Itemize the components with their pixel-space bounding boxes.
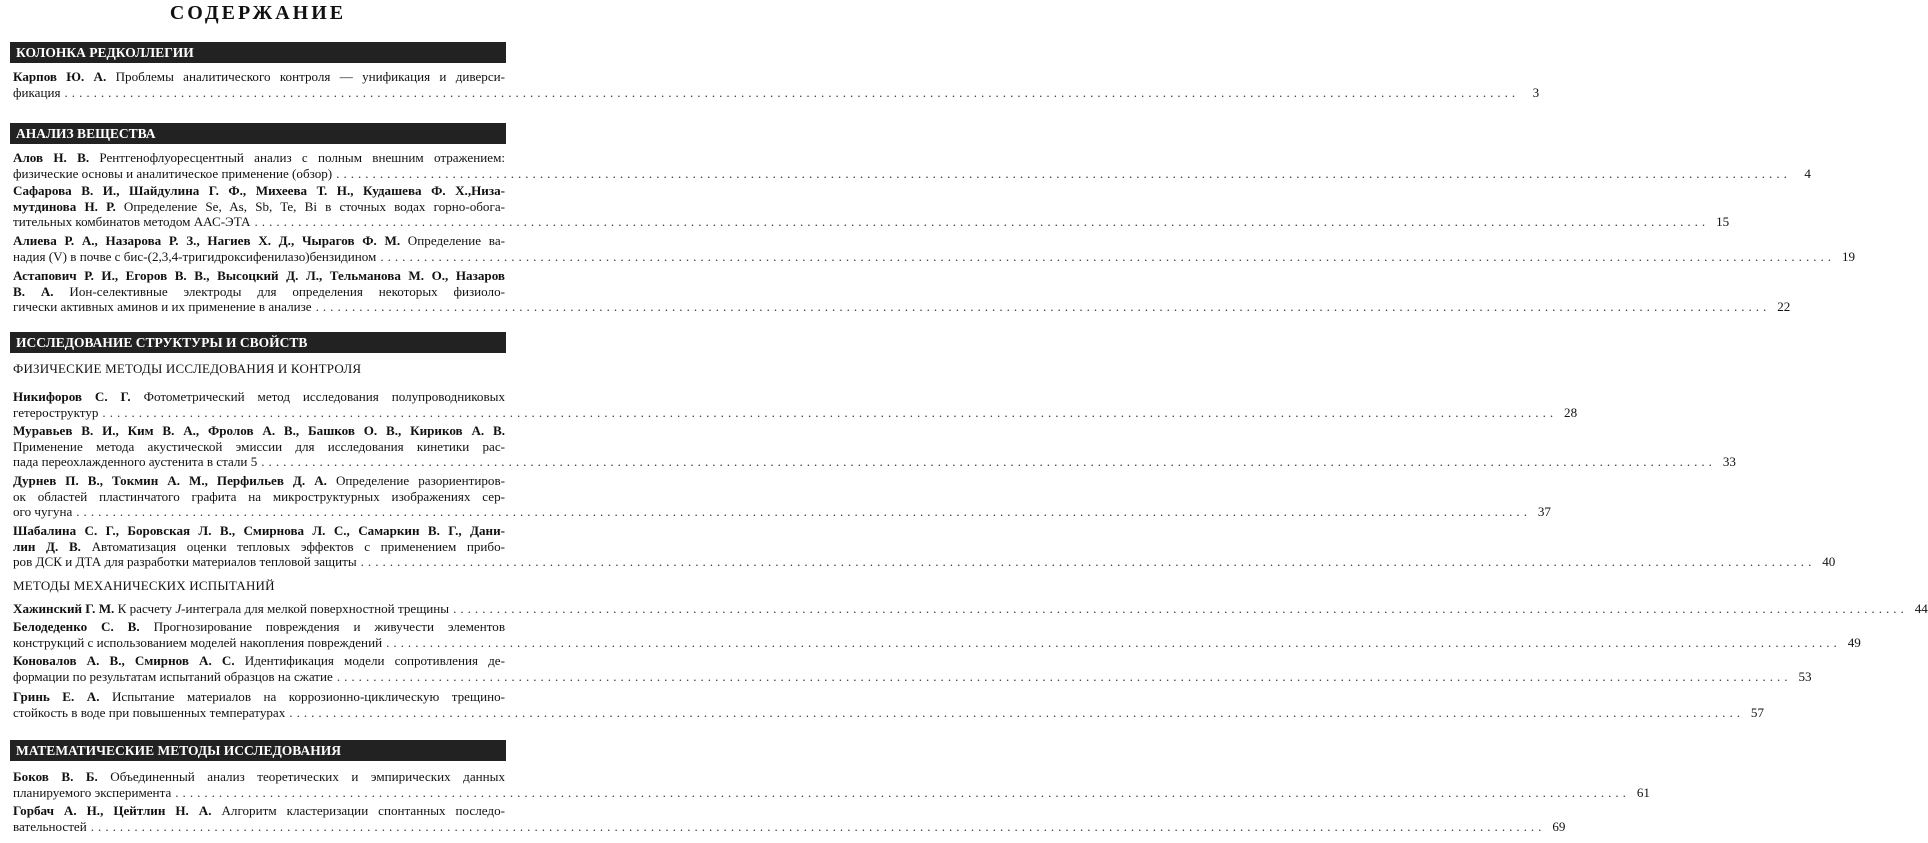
entry-title-text: Фотометрический метод исследования полупроводниковых bbox=[130, 389, 505, 404]
entry-title-text: Объединенный анализ теоретических и эмпирических данных bbox=[97, 769, 505, 784]
toc-entry-line bbox=[13, 248, 1856, 265]
toc-entry-line bbox=[13, 284, 505, 300]
entry-authors: Коновалов А. В., Смирнов А. С. bbox=[13, 653, 235, 668]
entry-title-text: гически активных аминов и их применение в анализе bbox=[13, 299, 312, 315]
subsection-heading: МЕТОДЫ МЕХАНИЧЕСКИХ ИСПЫТАНИЙ bbox=[13, 578, 275, 593]
toc-entry[interactable] bbox=[13, 389, 1578, 420]
toc-entry[interactable] bbox=[13, 803, 1566, 834]
toc-entry-line bbox=[13, 233, 505, 249]
section-heading: ИССЛЕДОВАНИЕ СТРУКТУРЫ И СВОЙСТВ bbox=[10, 332, 506, 353]
toc-entry-text bbox=[13, 705, 285, 721]
page-number: 61 bbox=[1636, 784, 1650, 800]
entry-title-text: пада переохлажденного аустенита в стали 5 bbox=[13, 454, 258, 470]
page-number: 3 bbox=[1532, 84, 1540, 100]
page-number: 4 bbox=[1804, 165, 1811, 181]
entry-title-text: ого чугуна bbox=[13, 504, 73, 520]
toc-entry-line bbox=[13, 84, 1540, 101]
toc-entry-text bbox=[13, 454, 257, 470]
entry-authors: Сафарова В. И., Шайдулина Г. Ф., Михеева Т. Н., Кудашева Ф. Х.,Низа- bbox=[13, 183, 505, 198]
leader-dots: ........................................................................................................................................................................................................ bbox=[175, 784, 1630, 800]
entry-title-text: ок областей пластинчатого графита на микроструктурных изображениях сер- bbox=[13, 488, 505, 504]
toc-entry-line bbox=[13, 784, 1650, 801]
toc-entry-text bbox=[13, 85, 61, 101]
section-heading: МАТЕМАТИЧЕСКИЕ МЕТОДЫ ИССЛЕДОВАНИЯ bbox=[10, 740, 506, 761]
toc-entry-text bbox=[13, 405, 98, 421]
toc-entry-line bbox=[13, 183, 505, 199]
page-number: 22 bbox=[1777, 299, 1791, 315]
entry-title-text: Определение разориентиров- bbox=[326, 473, 505, 488]
toc-entry-line bbox=[13, 504, 1551, 520]
toc-entry-line bbox=[13, 165, 1811, 182]
toc-entry[interactable] bbox=[13, 69, 1540, 100]
toc-entry-text bbox=[13, 249, 376, 265]
toc-entry[interactable] bbox=[13, 423, 1736, 470]
toc-entry-text bbox=[13, 299, 312, 315]
entry-authors: Дурнев П. В., Токмин А. М., Перфильев Д. А. bbox=[13, 473, 327, 488]
entry-title-text: формации по результатам испытаний образцов на сжатие bbox=[13, 668, 333, 684]
toc-entry-line bbox=[13, 523, 505, 539]
entry-title-text: конструкций с использованием моделей накопления повреждений bbox=[13, 634, 383, 650]
entry-authors: Боков В. Б. bbox=[13, 769, 98, 784]
leader-dots: ........................................................................................................................................................................................................ bbox=[386, 634, 1841, 650]
page-number: 57 bbox=[1750, 704, 1764, 720]
toc-entry-text bbox=[13, 214, 251, 230]
toc-entry[interactable] bbox=[13, 601, 1928, 617]
leader-dots: ........................................................................................................................................................................................................ bbox=[453, 601, 1908, 616]
leader-dots: ........................................................................................................................................................................................................ bbox=[254, 214, 1710, 230]
toc-entry[interactable] bbox=[13, 619, 1861, 650]
leader-dots: ........................................................................................................................................................................................................ bbox=[315, 299, 1771, 315]
toc-entry-line bbox=[13, 214, 1730, 230]
leader-dots: ........................................................................................................................................................................................................ bbox=[336, 165, 1791, 181]
entry-authors: мутдинова Н. Р. bbox=[13, 198, 116, 214]
toc-entry-text bbox=[13, 669, 333, 685]
entry-italic-symbol: J bbox=[175, 601, 182, 616]
toc-entry-text bbox=[13, 166, 332, 182]
toc-entry-line bbox=[13, 473, 505, 489]
toc-entry-text bbox=[13, 785, 171, 801]
entry-authors: Алиева Р. А., Назарова Р. З., Нагиев Х. Д., Чырагов Ф. М. bbox=[13, 233, 401, 248]
entry-title-text: Испытание материалов на коррозионно-циклическую трещино- bbox=[99, 689, 505, 704]
entry-title-text: Определение ва- bbox=[400, 233, 505, 248]
toc-entry-line bbox=[13, 389, 505, 405]
toc-entry-line bbox=[13, 704, 1764, 721]
entry-authors: Карпов Ю. А. bbox=[13, 69, 107, 84]
toc-entry[interactable] bbox=[13, 523, 1836, 570]
toc-entry[interactable] bbox=[13, 233, 1856, 264]
toc-entry-line bbox=[13, 689, 505, 705]
subsection-heading: ФИЗИЧЕСКИЕ МЕТОДЫ ИССЛЕДОВАНИЯ И КОНТРОЛЯ bbox=[13, 361, 362, 376]
entry-title-text: стойкость в воде при повышенных температурах bbox=[13, 704, 286, 720]
toc-entry[interactable] bbox=[13, 689, 1764, 720]
entry-authors: Шабалина С. Г., Боровская Л. В., Смирнова Л. С., Самаркин В. Г., Дани- bbox=[13, 523, 505, 538]
entry-authors: лин Д. В. bbox=[13, 538, 81, 554]
entry-title-text: ров ДСК и ДТА для разработки материалов тепловой защиты bbox=[13, 554, 357, 570]
entry-title-text: К расчету bbox=[114, 601, 176, 616]
toc-entry-line bbox=[13, 150, 505, 166]
page-number: 37 bbox=[1537, 504, 1551, 520]
toc-entry-line bbox=[13, 634, 1861, 651]
entry-title-text: гетероструктур bbox=[13, 404, 99, 420]
entry-title-text: Прогнозирование повреждения и живучести элементов bbox=[139, 619, 505, 634]
page-number: 33 bbox=[1722, 454, 1736, 470]
page-number: 15 bbox=[1716, 214, 1730, 230]
entry-title-text: Алгоритм кластеризации спонтанных последо- bbox=[211, 803, 505, 818]
entry-title-text: -интеграла для мелкой поверхностной трещины bbox=[181, 601, 450, 616]
toc-entry[interactable] bbox=[13, 150, 1811, 181]
toc-entry[interactable] bbox=[13, 183, 1730, 230]
page-number: 19 bbox=[1841, 248, 1856, 264]
toc-entry[interactable] bbox=[13, 769, 1650, 800]
entry-title-text: планируемого эксперимента bbox=[13, 784, 172, 800]
page-number: 28 bbox=[1564, 404, 1578, 420]
toc-entry[interactable] bbox=[13, 473, 1551, 520]
leader-dots: ........................................................................................................................................................................................................ bbox=[76, 504, 1531, 520]
leader-dots: ........................................................................................................................................................................................................ bbox=[102, 404, 1558, 420]
toc-entry-line bbox=[13, 489, 505, 505]
entry-title-text: физические основы и аналитическое применение (обзор) bbox=[13, 165, 333, 181]
entry-authors: Муравьев В. И., Ким В. А., Фролов А. В., Башков О. В., Кириков А. В. bbox=[13, 423, 505, 438]
entry-title-text: тительных комбинатов методом ААС-ЭТА bbox=[13, 214, 251, 230]
section-heading: КОЛОНКА РЕДКОЛЛЕГИИ bbox=[10, 42, 506, 63]
entry-authors: Никифоров С. Г. bbox=[13, 389, 131, 404]
page-title: СОДЕРЖАНИЕ bbox=[169, 2, 347, 24]
toc-entry-line bbox=[13, 439, 505, 455]
leader-dots: ........................................................................................................................................................................................................ bbox=[380, 248, 1836, 264]
toc-entry-line bbox=[13, 769, 505, 785]
toc-entry-line bbox=[13, 423, 505, 439]
entry-authors: Белодеденко С. В. bbox=[13, 619, 140, 634]
toc-entry-line bbox=[13, 299, 1791, 315]
toc-entry-line bbox=[13, 818, 1566, 835]
toc-entry-line bbox=[13, 601, 1928, 617]
entry-authors: Астапович Р. И., Егоров В. В., Высоцкий Д. Л., Тельманова М. О., Назаров bbox=[13, 268, 505, 283]
entry-authors: Горбач А. Н., Цейтлин Н. А. bbox=[13, 803, 212, 818]
entry-title-text: Проблемы аналитического контроля — унификация и диверси- bbox=[106, 69, 506, 84]
toc-entry[interactable] bbox=[13, 653, 1812, 684]
toc-entry-line bbox=[13, 268, 505, 284]
page-number: 44 bbox=[1914, 601, 1928, 616]
leader-dots: ........................................................................................................................................................................................................ bbox=[360, 554, 1816, 570]
entry-title-text: Определение Se, As, Sb, Te, Bi в сточных водах горно-обога- bbox=[115, 198, 505, 214]
leader-dots: ........................................................................................................................................................................................................ bbox=[64, 84, 1520, 100]
toc-entry-line bbox=[13, 69, 505, 85]
page-number: 40 bbox=[1822, 554, 1836, 570]
toc-entry-line bbox=[13, 653, 505, 669]
leader-dots: ........................................................................................................................................................................................................ bbox=[90, 818, 1546, 834]
entry-title-text: Идентификация модели сопротивления де- bbox=[234, 653, 505, 668]
toc-entry-line bbox=[13, 803, 505, 819]
entry-authors: Гринь Е. А. bbox=[13, 689, 100, 704]
entry-authors: Хажинский Г. М. bbox=[13, 601, 115, 616]
entry-title-text: Применение метода акустической эмиссии для исследования кинетики рас- bbox=[13, 438, 505, 454]
toc-entry-line bbox=[13, 454, 1736, 470]
toc-entry-text bbox=[13, 504, 72, 520]
entry-authors: Алов Н. В. bbox=[13, 150, 90, 165]
entry-title-text: Рентгенофлуоресцентный анализ с полным внешним отражением: bbox=[89, 150, 505, 165]
toc-entry[interactable] bbox=[13, 268, 1791, 315]
toc-entry-line bbox=[13, 199, 505, 215]
toc-entry-text bbox=[13, 554, 357, 570]
page-number: 53 bbox=[1798, 668, 1812, 684]
toc-entry-text bbox=[13, 819, 87, 835]
toc-entry-line bbox=[13, 668, 1812, 685]
entry-title-text: Ион-селективные электроды для определения некоторых физиоло- bbox=[53, 283, 505, 299]
toc-entry-line bbox=[13, 404, 1578, 421]
page-number: 49 bbox=[1847, 634, 1861, 650]
entry-authors: В. А. bbox=[13, 283, 54, 299]
entry-title-text: вательностей bbox=[13, 818, 87, 834]
toc-entry-text bbox=[13, 635, 382, 651]
toc-entry-text bbox=[13, 601, 449, 617]
entry-title-text: Автоматизация оценки тепловых эффектов с применением прибо- bbox=[80, 538, 505, 554]
page-number: 69 bbox=[1552, 818, 1566, 834]
toc-entry-line bbox=[13, 619, 505, 635]
toc-entry-line bbox=[13, 539, 505, 555]
entry-title-text: надия (V) в почве с бис-(2,3,4-тригидроксифенилазо)бензидином bbox=[13, 248, 377, 264]
leader-dots: ........................................................................................................................................................................................................ bbox=[336, 668, 1792, 684]
leader-dots: ........................................................................................................................................................................................................ bbox=[261, 454, 1716, 470]
toc-entry-line bbox=[13, 554, 1836, 570]
entry-title-text: фикация bbox=[13, 84, 61, 100]
section-heading: АНАЛИЗ ВЕЩЕСТВА bbox=[10, 123, 506, 144]
leader-dots: ........................................................................................................................................................................................................ bbox=[289, 704, 1744, 720]
